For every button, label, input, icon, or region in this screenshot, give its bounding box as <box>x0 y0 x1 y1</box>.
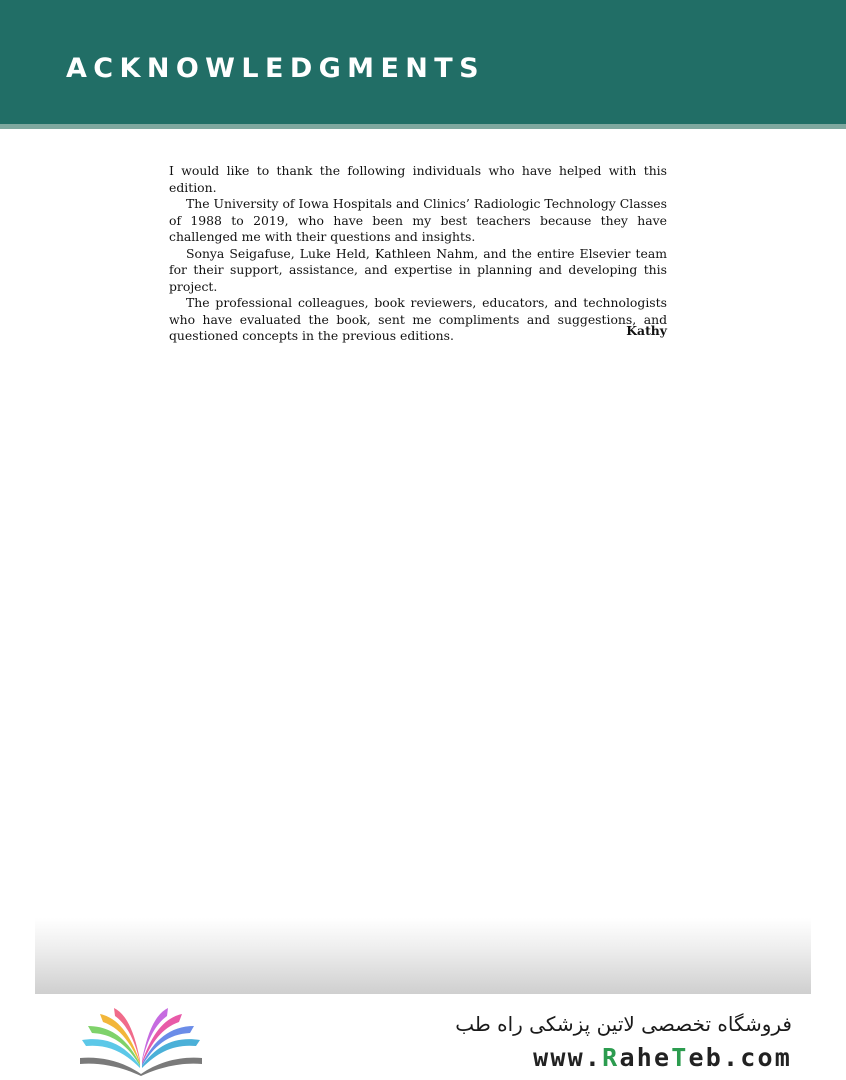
website-letter-t: T <box>671 1043 689 1072</box>
acknowledgments-body <box>169 163 667 345</box>
paragraph-university: The University of Iowa Hospitals and Clinics’ Radiologic Technology Classes of 1988 to 2019, who have been my best teachers because they have challenged me with their questions and insights. <box>169 196 667 244</box>
paragraph-colleagues: The professional colleagues, book reviewers, educators, and technologists who have evaluated the book, sent me compliments and suggestions, and questioned concepts in the previous editions. <box>169 295 667 343</box>
website-suffix: .com <box>722 1043 792 1072</box>
signature: Kathy <box>626 323 667 338</box>
store-name-persian: فروشگاه تخصصی لاتین پزشکی راه طب <box>455 1012 792 1036</box>
paragraph-intro: I would like to thank the following individuals who have helped with this edition. <box>169 163 667 195</box>
website-letter-r: R <box>602 1043 620 1072</box>
store-website <box>452 1043 792 1072</box>
website-prefix: www. <box>533 1043 603 1072</box>
page-title: ACKNOWLEDGMENTS <box>66 53 485 84</box>
paragraph-elsevier-team: Sonya Seigafuse, Luke Held, Kathleen Nahm, and the entire Elsevier team for their support, assistance, and expertise in planning and developing this project. <box>169 245 667 294</box>
website-part-eb: eb <box>688 1043 723 1072</box>
open-book-rainbow-icon <box>78 1006 204 1076</box>
footer-shade <box>35 918 811 994</box>
header-rule <box>0 124 846 129</box>
website-part-ahe: ahe <box>619 1043 672 1072</box>
